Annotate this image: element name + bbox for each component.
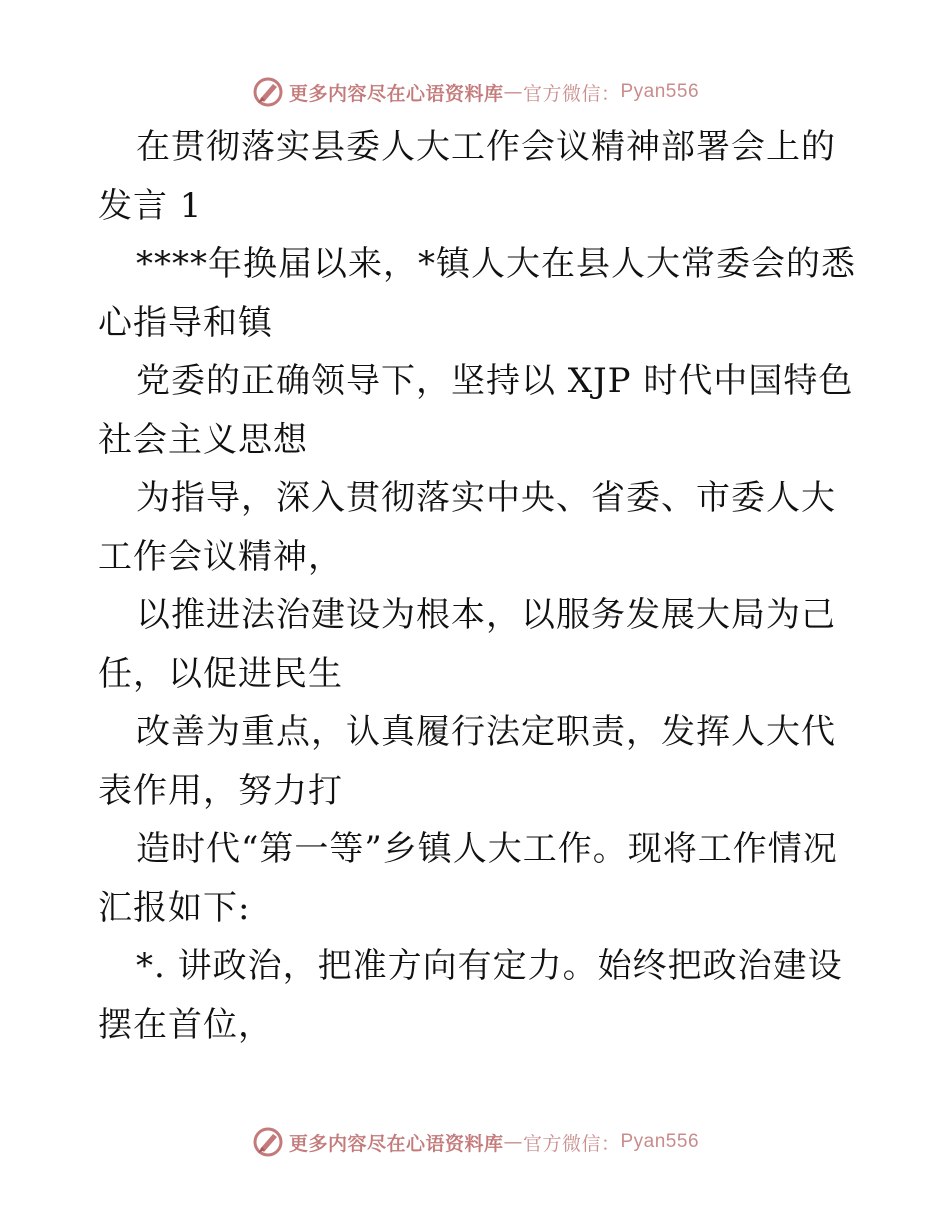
paragraph-6: 改善为重点，认真履行法定职责，发挥人大代表作用，努力打 — [98, 712, 836, 811]
watermark-dash: — — [503, 81, 523, 103]
footer-watermark — [0, 1122, 950, 1162]
paragraph-1: 在贯彻落实县委人大工作会议精神部署会上的发言 1 — [98, 127, 836, 226]
paragraph-7: 造时代“第一等”乡镇人大工作。现将工作情况汇报如下: — [98, 829, 838, 928]
brand-logo-icon — [251, 1125, 285, 1159]
paragraph-5: 以推进法治建设为根本，以服务发展大局为己任，以促进民生 — [98, 595, 836, 694]
paragraph-4: 为指导，深入贯彻落实中央、省委、市委人大工作会议精神， — [98, 478, 836, 577]
watermark-dash: — — [503, 1131, 523, 1153]
watermark-wechat-label: 官方微信： — [522, 82, 621, 105]
watermark-wechat-label: 官方微信： — [522, 1132, 621, 1155]
watermark-brand: 更多内容尽在心语资料库 — [288, 82, 504, 105]
paragraph-3: 党委的正确领导下，坚持以 XJP 时代中国特色社会主义思想 — [98, 361, 854, 460]
watermark-wechat-id: Pyan556 — [620, 1131, 700, 1152]
watermark-wechat-id: Pyan556 — [620, 81, 700, 102]
paragraph-2: ****年换届以来，*镇人大在县人大常委会的悉心指导和镇 — [98, 244, 856, 343]
header-watermark — [0, 72, 950, 112]
brand-logo-icon — [251, 75, 285, 109]
document-body — [98, 118, 858, 1054]
paragraph-8: *. 讲政治，把准方向有定力。始终把政治建设摆在首位， — [98, 946, 843, 1045]
watermark-brand: 更多内容尽在心语资料库 — [288, 1132, 504, 1155]
